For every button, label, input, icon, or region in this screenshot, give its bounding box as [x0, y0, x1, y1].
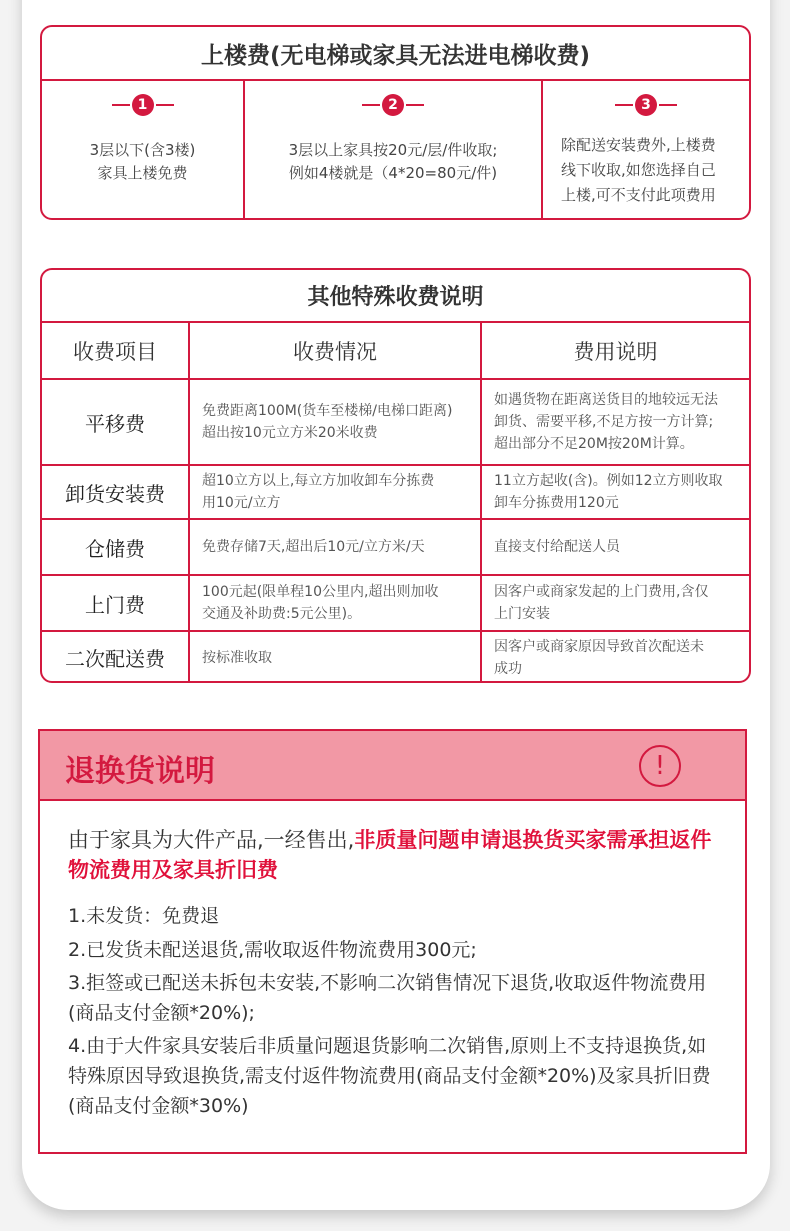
list-item: 2.已发货未配送退货,需收取返件物流费用300元; [68, 939, 477, 961]
fee-condition [189, 519, 481, 575]
upstairs-rule-2 [245, 81, 543, 218]
rule-text-line: 上楼,可不支付此项费用 [561, 186, 716, 204]
returns-list [68, 901, 715, 1124]
other-fees-title: 其他特殊收费说明 [42, 270, 749, 323]
column-header: 费用说明 [481, 323, 749, 379]
returns-intro [68, 825, 717, 885]
table-row [42, 631, 749, 683]
fees-table [42, 323, 749, 683]
fee-item: 卸货安装费 [42, 465, 189, 519]
step-number-badge: 1 [132, 94, 154, 116]
upstairs-rule-3 [543, 81, 749, 218]
fee-condition [189, 575, 481, 631]
fee-item: 仓储费 [42, 519, 189, 575]
rule-text-line: 线下收取,如您选择自己 [561, 161, 716, 179]
fee-description [481, 631, 749, 683]
upstairs-fee-title: 上楼费(无电梯或家具无法进电梯收费) [42, 27, 749, 81]
fee-item: 平移费 [42, 379, 189, 465]
rule-text-line: 除配送安装费外,上楼费 [561, 136, 716, 154]
fee-condition [189, 465, 481, 519]
returns-header [40, 731, 745, 801]
table-row [42, 519, 749, 575]
cell-line: 免费存储7天,超出后10元/立方米/天 [202, 539, 425, 555]
cell-line: 因客户或商家发起的上门费用,含仅 [494, 584, 709, 600]
cell-line: 如遇货物在距离送货目的地较远无法 [494, 392, 718, 408]
rule-text-line: 3层以上家具按20元/层/件收取; [288, 141, 498, 159]
cell-line: 卸车分拣费用120元 [494, 495, 619, 511]
cell-line: 成功 [494, 660, 522, 677]
table-row [42, 575, 749, 631]
intro-highlight: 非质量问题申请退换货买家需承担返件物流费用及家具折旧费 [68, 828, 712, 882]
intro-text: 由于家具为大件产品,一经售出, [68, 828, 355, 852]
warning-icon: ! [639, 745, 681, 787]
column-header: 收费情况 [189, 323, 481, 379]
cell-line: 超10立方以上,每立方加收卸车分拣费 [202, 473, 435, 489]
list-item: 1.未发货：免费退 [68, 905, 220, 927]
cell-line: 上门安装 [494, 606, 550, 622]
returns-title: 退换货说明 [65, 754, 215, 789]
fee-description [481, 465, 749, 519]
table-header-row [42, 323, 749, 379]
rule-text-line: 家具上楼免费 [97, 164, 188, 182]
cell-line: 直接支付给配送人员 [494, 539, 620, 555]
fee-condition [189, 379, 481, 465]
fee-item: 上门费 [42, 575, 189, 631]
cell-line: 按标准收取 [202, 649, 272, 666]
cell-line: 交通及补助费:5元公里)。 [202, 606, 362, 622]
list-item: 3.拒签或已配送未拆包未安装,不影响二次销售情况下退货,收取返件物流费用(商品支付金额*20%); [68, 972, 707, 1024]
list-item: 4.由于大件家具安装后非质量问题退货影响二次销售,原则上不支持退换货,如特殊原因导致退换货,需支付返件物流费用(商品支付金额*20%)及家具折旧费(商品支付金额*30%) [68, 1035, 711, 1117]
fee-description [481, 519, 749, 575]
upstairs-rule-1 [42, 81, 245, 218]
upstairs-fee-panel [40, 25, 751, 220]
table-row [42, 379, 749, 465]
table-row [42, 465, 749, 519]
column-header: 收费项目 [42, 323, 189, 379]
fee-description [481, 575, 749, 631]
cell-line: 11立方起收(含)。例如12立方则收取 [494, 473, 723, 489]
cell-line: 用10元/立方 [202, 495, 281, 511]
fee-description [481, 379, 749, 465]
cell-line: 超出部分不足20M按20M计算。 [494, 436, 694, 452]
step-number-badge: 2 [382, 94, 404, 116]
cell-line: 卸货、需要平移,不足方按一方计算; [494, 414, 714, 430]
fee-condition [189, 631, 481, 683]
rule-text-line: 例如4楼就是（4*20=80元/件) [288, 164, 498, 182]
fee-item: 二次配送费 [42, 631, 189, 683]
returns-panel [38, 729, 747, 1154]
cell-line: 免费距离100M(货车至楼梯/电梯口距离) [202, 403, 453, 419]
cell-line: 超出按10元立方米20米收费 [202, 425, 378, 441]
other-fees-panel [40, 268, 751, 683]
cell-line: 因客户或商家原因导致首次配送未 [494, 638, 704, 655]
rule-text-line: 3层以下(含3楼) [89, 141, 196, 159]
step-number-badge: 3 [635, 94, 657, 116]
cell-line: 100元起(限单程10公里内,超出则加收 [202, 584, 439, 600]
